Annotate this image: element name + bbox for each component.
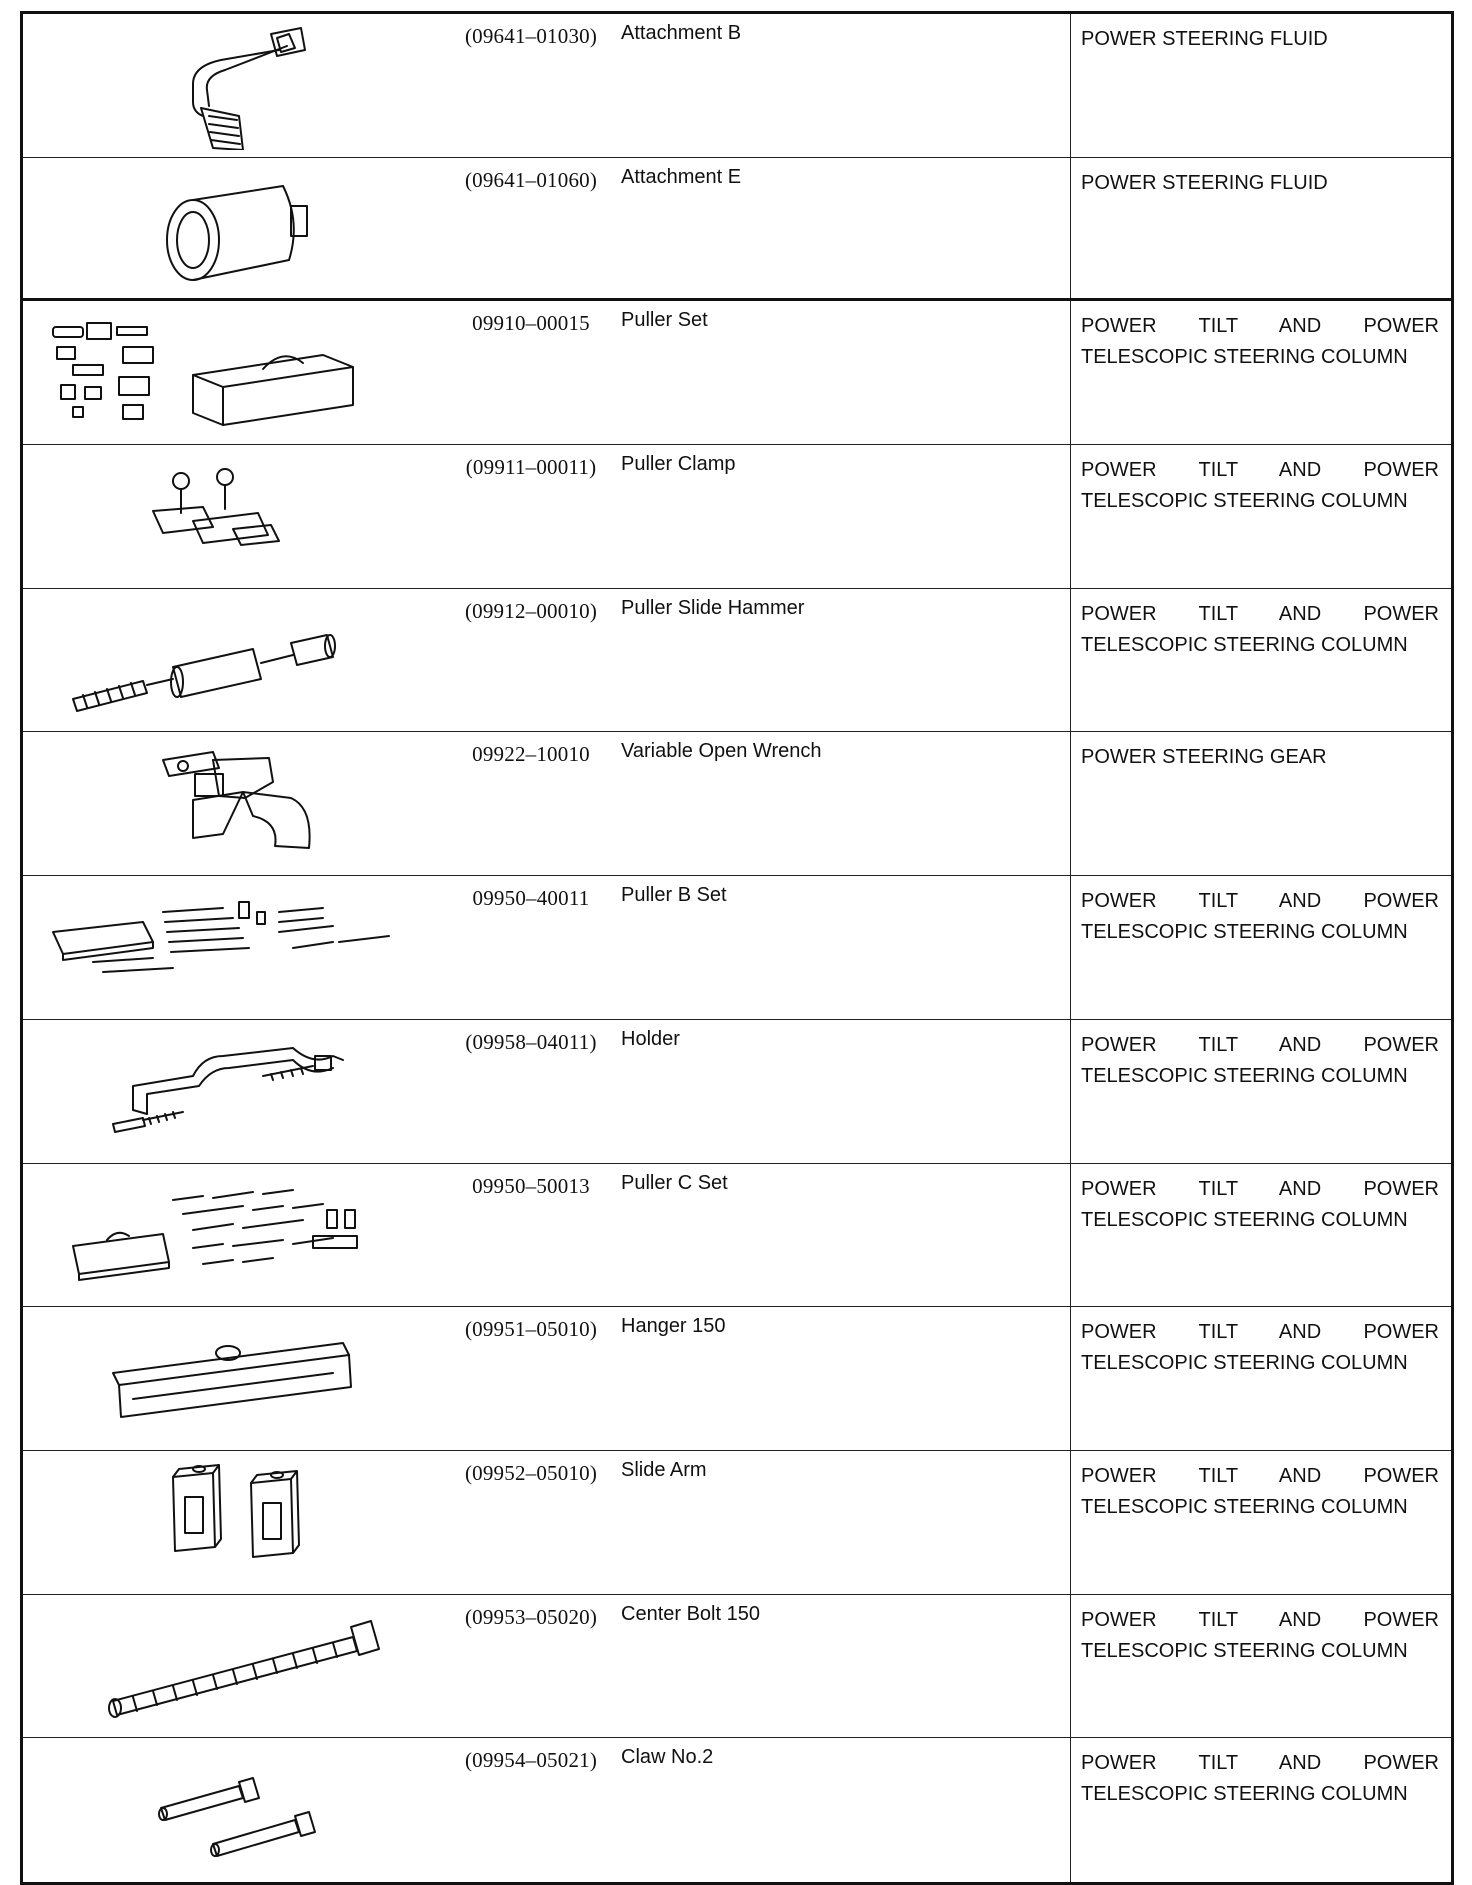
tool-cell — [23, 589, 1071, 732]
section-cell — [1071, 1595, 1451, 1738]
holder-bracket-icon — [43, 1026, 443, 1156]
part-number: (09958–04011) — [465, 1029, 597, 1054]
tool-cell — [23, 876, 1071, 1019]
claw-bolt-icon — [43, 1744, 443, 1874]
section-line: POWER STEERING FLUID — [1081, 171, 1328, 194]
table-row — [23, 876, 1451, 1020]
section-line: TELESCOPIC STEERING COLUMN — [1081, 1208, 1408, 1231]
center-bolt-icon — [43, 1601, 443, 1731]
table-row — [23, 1451, 1451, 1595]
part-number: 09950–40011 — [472, 886, 590, 911]
section-line: POWER TILT AND POWER — [1081, 602, 1439, 625]
tool-name: Claw No.2 — [621, 1746, 714, 1769]
part-number: (09641–01060) — [464, 167, 598, 192]
tool-cell — [23, 1451, 1071, 1594]
section-line: POWER TILT AND POWER — [1081, 1608, 1439, 1631]
tool-name: Holder — [621, 1027, 680, 1050]
table-row — [23, 732, 1451, 876]
part-number: (09951–05010) — [464, 1317, 598, 1342]
tool-cell — [23, 301, 1071, 444]
tool-cell — [23, 1595, 1071, 1738]
section-line: TELESCOPIC STEERING COLUMN — [1081, 633, 1408, 656]
section-line: TELESCOPIC STEERING COLUMN — [1081, 1783, 1408, 1806]
table-row — [23, 1738, 1451, 1882]
table-row — [23, 445, 1451, 589]
part-number: (09641–01030) — [464, 24, 598, 48]
section-cell — [1071, 1020, 1451, 1163]
hanger-bar-icon — [43, 1313, 443, 1443]
part-number: 09950–50013 — [472, 1173, 590, 1198]
part-number: (09954–05021) — [464, 1748, 598, 1773]
tool-name: Attachment E — [621, 165, 742, 188]
part-number: (09911–00011) — [465, 455, 597, 480]
tool-name: Attachment B — [621, 22, 742, 44]
section-cell — [1071, 589, 1451, 732]
puller-clamp-icon — [43, 451, 443, 581]
tool-cell — [23, 14, 1071, 157]
section-cell — [1071, 1164, 1451, 1307]
tool-cell — [23, 445, 1071, 588]
section-cell — [1071, 876, 1451, 1019]
tool-cell — [23, 1307, 1071, 1450]
tool-name: Slide Arm — [621, 1458, 707, 1481]
section-cell — [1071, 1307, 1451, 1450]
table-row — [23, 158, 1451, 302]
table-row — [23, 1164, 1451, 1308]
tool-name: Puller Clamp — [621, 453, 736, 476]
section-cell — [1071, 301, 1451, 444]
section-line: POWER TILT AND POWER — [1081, 1464, 1439, 1487]
tool-cell — [23, 158, 1071, 299]
tool-name: Puller Set — [621, 309, 708, 332]
section-cell — [1071, 158, 1451, 299]
section-line: TELESCOPIC STEERING COLUMN — [1081, 1064, 1408, 1087]
section-cell — [1071, 445, 1451, 588]
table-row — [23, 1307, 1451, 1451]
tool-cell — [23, 1738, 1071, 1882]
section-line: TELESCOPIC STEERING COLUMN — [1081, 1352, 1408, 1375]
special-tools-table — [20, 11, 1454, 1885]
table-row — [23, 589, 1451, 733]
section-cell — [1071, 1738, 1451, 1882]
puller-c-set-icon — [43, 1170, 443, 1300]
section-line: TELESCOPIC STEERING COLUMN — [1081, 490, 1408, 513]
section-line: POWER STEERING GEAR — [1081, 746, 1327, 769]
section-cell — [1071, 732, 1451, 875]
section-line: POWER TILT AND POWER — [1081, 315, 1439, 338]
tool-cell — [23, 732, 1071, 875]
adjustable-wrench-icon — [43, 738, 443, 868]
pipe-attachment-icon — [43, 20, 443, 150]
part-number: 09922–10010 — [472, 742, 590, 767]
tool-name: Puller B Set — [621, 884, 727, 907]
section-line: POWER TILT AND POWER — [1081, 1752, 1439, 1775]
table-row — [23, 1595, 1451, 1739]
section-line: POWER TILT AND POWER — [1081, 459, 1439, 482]
puller-b-set-icon — [43, 882, 443, 1012]
tool-cell — [23, 1020, 1071, 1163]
section-cell — [1071, 14, 1451, 157]
part-number: (09912–00010) — [464, 598, 598, 623]
coupler-attachment-icon — [43, 164, 443, 294]
section-line: TELESCOPIC STEERING COLUMN — [1081, 1495, 1408, 1518]
section-line: POWER TILT AND POWER — [1081, 1177, 1439, 1200]
slide-arm-icon — [43, 1457, 443, 1587]
part-number: (09952–05010) — [464, 1460, 598, 1485]
tool-name: Puller Slide Hammer — [621, 596, 805, 619]
tool-cell — [23, 1164, 1071, 1307]
table-row — [23, 301, 1451, 445]
section-line: POWER TILT AND POWER — [1081, 1033, 1439, 1056]
section-line: TELESCOPIC STEERING COLUMN — [1081, 921, 1408, 944]
section-cell — [1071, 1451, 1451, 1594]
section-line: POWER TILT AND POWER — [1081, 1321, 1439, 1344]
table-row — [23, 14, 1451, 158]
slide-hammer-icon — [43, 595, 443, 725]
part-number: (09953–05020) — [464, 1604, 598, 1629]
tool-name: Center Bolt 150 — [621, 1602, 760, 1625]
section-line: POWER TILT AND POWER — [1081, 890, 1439, 913]
puller-set-case-icon — [43, 307, 443, 437]
part-number: 09910–00015 — [472, 311, 590, 336]
table-row — [23, 1020, 1451, 1164]
section-line: POWER STEERING FLUID — [1081, 28, 1328, 50]
tool-name: Hanger 150 — [621, 1315, 726, 1338]
tool-name: Puller C Set — [621, 1171, 728, 1194]
section-line: TELESCOPIC STEERING COLUMN — [1081, 346, 1408, 369]
tool-name: Variable Open Wrench — [621, 740, 822, 763]
section-line: TELESCOPIC STEERING COLUMN — [1081, 1639, 1408, 1662]
